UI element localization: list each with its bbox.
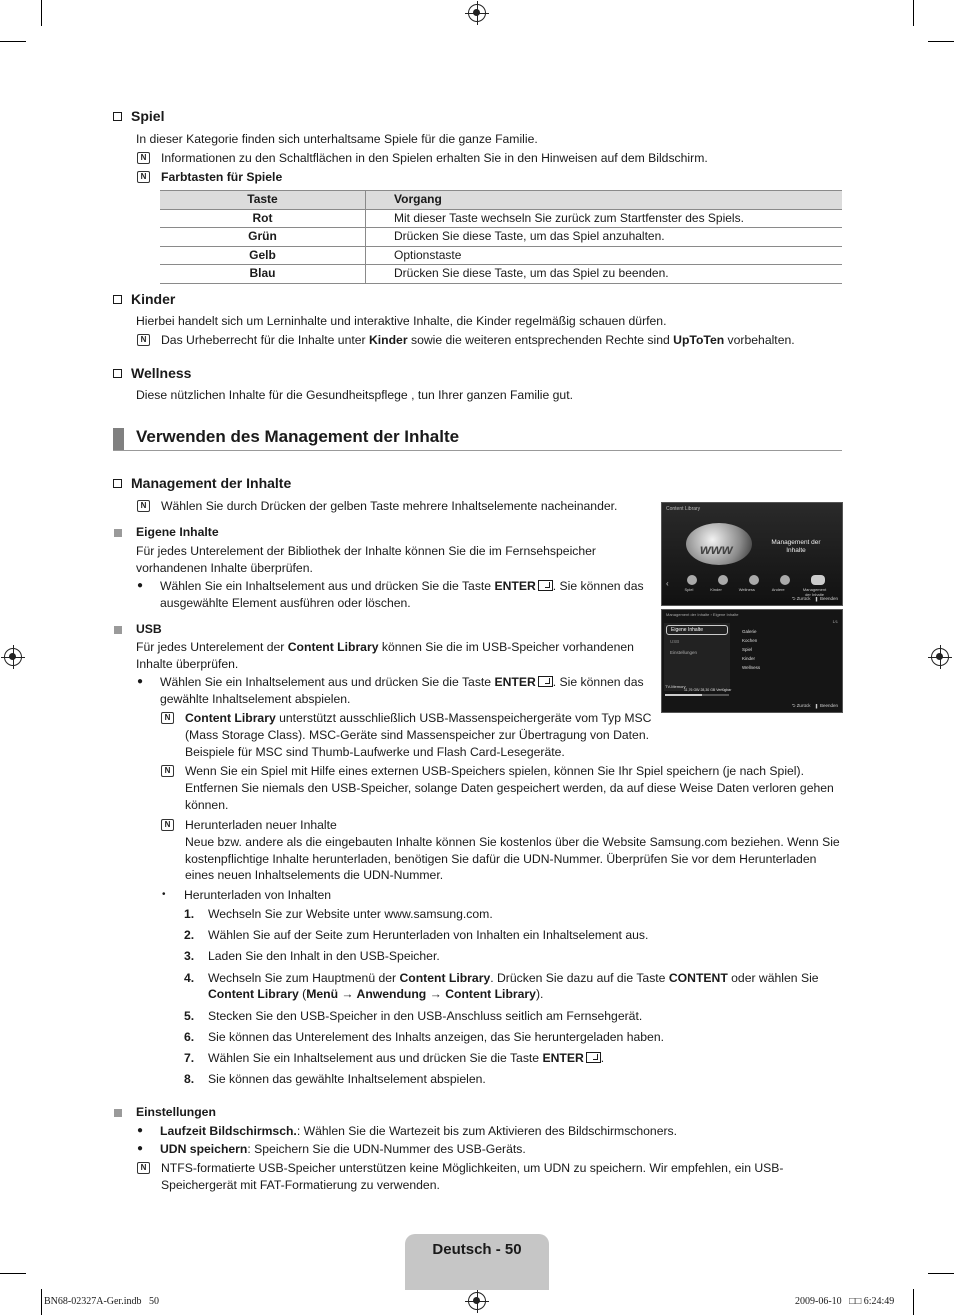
www-logo-text: www	[700, 541, 733, 557]
kinder-heading: Kinder	[113, 291, 175, 307]
bullet-icon: ●	[137, 580, 144, 591]
category-icon-row	[676, 575, 836, 587]
usb-note-3: N Herunterladen neuer Inhalte Neue bzw. andere als die eingebauten Inhalte können Sie kostenlos über die Website Samsung.com beziehen. Wenn Sie kostenpflichtige Inhalte herunterladen, benötigen Sie dafür die UDN-Nummer. Überprüfen Sie vor dem Herunterladen eines neuen Inhaltselements die UDN-Nummer.	[161, 817, 842, 884]
table-header-action: Vorgang	[366, 191, 843, 210]
screenshot-title: Management der Inhalte	[771, 539, 821, 554]
eigene-inhalte-screenshot	[661, 609, 843, 713]
section-rule	[113, 450, 842, 451]
usb-heading: USB	[114, 621, 162, 638]
list-item: 4. Wechseln Sie zum Hauptmenü der Content Library. Drücken Sie dazu auf die Taste CONTENT oder wählen Sie Content Library (Menü → Anwendung → Content Library).	[184, 970, 819, 1002]
einstellungen-bullet-1: ● Laufzeit Bildschirmsch.: Wählen Sie die Wartezeit bis zum Aktivieren des Bildschirmschoners.	[137, 1124, 678, 1138]
crop-mark	[0, 41, 26, 42]
note-icon: N	[137, 334, 150, 346]
screenshot-footer: ⮌ Zurück ▮ Beenden	[791, 703, 838, 708]
menu-item-eigene: Eigene Inhalte	[666, 625, 728, 635]
content-list: Galerie Kochen Spiel Kinder Wellness	[742, 629, 761, 670]
enter-key-icon	[538, 580, 553, 591]
table-header-key: Taste	[160, 191, 366, 210]
wellness-intro: Diese nützlichen Inhalte für die Gesundheitspflege , tun Ihrer ganzen Familie gut.	[136, 388, 573, 402]
chevron-left-icon: ‹	[666, 579, 669, 588]
spiel-note-1: N Informationen zu den Schaltflächen in den Spielen erhalten Sie in den Hinweisen auf dem Bildschirm.	[137, 150, 708, 167]
gray-square-icon	[114, 529, 122, 537]
footer-datetime: 2009-06-10 □□ 6:24:49	[795, 1296, 895, 1307]
menu-item-einstellungen: Einstellungen	[670, 650, 698, 655]
einstellungen-heading: Einstellungen	[114, 1104, 216, 1121]
crop-mark	[913, 1289, 914, 1315]
enter-key-icon	[586, 1052, 601, 1063]
table-header-row	[160, 191, 842, 210]
registration-mark-icon	[468, 1292, 486, 1310]
table-row: Grün Drücken Sie diese Taste, um das Spiel anzuhalten.	[160, 228, 842, 247]
management-icon	[811, 575, 825, 585]
list-item: 2. Wählen Sie auf der Seite zum Herunterladen von Inhalten ein Inhaltselement aus.	[184, 928, 649, 943]
crop-mark	[41, 0, 42, 26]
checkbox-square-icon	[113, 479, 122, 488]
registration-mark-icon	[468, 4, 486, 22]
bullet-icon: ●	[137, 1125, 144, 1136]
registration-mark-icon	[931, 648, 949, 666]
spiel-heading: Spiel	[113, 108, 164, 124]
download-dot-item: • Herunterladen von Inhalten	[162, 888, 332, 902]
crop-mark	[41, 1289, 42, 1315]
management-heading: Management der Inhalte	[113, 475, 291, 491]
eigene-text: Für jedes Unterelement der Bibliothek der Inhalte können Sie die im Fernsehspeicher vorhandenen Inhalte überprüfen.	[136, 544, 596, 575]
note-icon: N	[137, 500, 150, 512]
memory-value: 11,76 GB/ 28,30 GB Verfügbar	[684, 688, 732, 692]
table-row: Blau Drücken Sie diese Taste, um das Spiel zu beenden.	[160, 265, 842, 284]
usb-note-1: N Content Library unterstützt ausschließlich USB-Massenspeichergeräte vom Typ MSC (Mass Storage Class). MSC-Geräte sind Massenspeicher zur Übertragung von Daten. Beispiele für MSC sind Thumb-Laufwerke und Flash Card-Lesegeräte.	[161, 710, 653, 760]
enter-key-icon	[538, 676, 553, 687]
crop-mark	[928, 1273, 954, 1274]
game-icon	[687, 575, 697, 585]
wellness-heading: Wellness	[113, 365, 191, 381]
note-icon: N	[137, 171, 150, 183]
checkbox-square-icon	[113, 295, 122, 304]
list-item: 5. Stecken Sie den USB-Speicher in den USB-Anschluss seitlich am Fernsehgerät.	[184, 1008, 643, 1023]
footer-file: BN68-02327A-Ger.indb 50	[44, 1296, 159, 1307]
page-number: Deutsch - 50	[432, 1241, 522, 1258]
einstellungen-note: N NTFS-formatierte USB-Speicher unterstützen keine Möglichkeiten, um UDN zu speichern. Wir empfehlen, ein USB-Speichergerät mit FAT-Formatierung zu verwenden.	[137, 1160, 797, 1194]
list-item: 7. Wählen Sie ein Inhaltselement aus und drücken Sie die Taste ENTER .	[184, 1050, 605, 1065]
wellness-icon	[749, 575, 759, 585]
content-library-screenshot	[661, 502, 843, 606]
einstellungen-bullet-2: ● UDN speichern: Speichern Sie die UDN-Nummer des USB-Geräts.	[137, 1142, 526, 1156]
registration-mark-icon	[4, 648, 22, 666]
usb-text: Für jedes Unterelement der Content Library können Sie die im USB-Speicher vorhandenen Inhalte überprüfen.	[136, 640, 634, 671]
kinder-intro: Hierbei handelt sich um Lerninhalte und interaktive Inhalte, die Kinder regelmäßig schauen dürfen.	[136, 314, 667, 328]
gray-square-icon	[114, 626, 122, 634]
menu-item-usb: USB	[670, 639, 680, 644]
screenshot-header: Content Library	[666, 506, 701, 512]
table-row: Rot Mit dieser Taste wechseln Sie zurück zum Startfenster des Spiels.	[160, 209, 842, 228]
spiel-note-2: N Farbtasten für Spiele	[137, 169, 282, 186]
usb-bullet: ● Wählen Sie ein Inhaltselement aus und drücken Sie die Taste ENTER . Sie können das gewählte Inhaltselement abspielen.	[137, 675, 644, 706]
management-note: N Wählen Sie durch Drücken der gelben Taste mehrere Inhaltselemente nacheinander.	[137, 498, 617, 515]
section-title-bar	[113, 428, 124, 450]
screenshot-page: 1/1	[832, 619, 838, 624]
bullet-icon: ●	[137, 676, 144, 687]
category-label-row: Spiel Kinder Wellness Andere Management der Inhalte	[684, 587, 827, 597]
section-title: Verwenden des Management der Inhalte	[136, 427, 460, 446]
screenshot-footer: ⮌ Zurück ▮ Beenden	[791, 596, 838, 601]
note-icon: N	[161, 712, 174, 724]
crop-mark	[0, 1273, 26, 1274]
screenshot-header: Management der Inhalte › Eigene Inhalte	[666, 612, 739, 617]
list-item: 1. Wechseln Sie zur Website unter www.samsung.com.	[184, 907, 493, 921]
note-icon: N	[161, 765, 174, 777]
usb-note-2: N Wenn Sie ein Spiel mit Hilfe eines externen USB-Speichers spielen, können Sie Ihr Spiel speichern (je nach Spiel). Entfernen Sie niemals den USB-Speicher, solange Daten gespeichert werden, da auf diese Weise Daten verloren gehen können.	[161, 763, 842, 813]
color-keys-table	[160, 190, 842, 284]
left-menu	[664, 623, 730, 691]
eigene-heading: Eigene Inhalte	[114, 524, 219, 541]
checkbox-square-icon	[113, 112, 122, 121]
note-icon: N	[137, 152, 150, 164]
list-item: 8. Sie können das gewählte Inhaltselement abspielen.	[184, 1072, 486, 1087]
dot-bullet-icon: •	[162, 889, 166, 900]
eigene-bullet: ● Wählen Sie ein Inhaltselement aus und drücken Sie die Taste ENTER . Sie können das ausgewählte Element ausführen oder löschen.	[137, 579, 644, 610]
kids-icon	[718, 575, 728, 585]
checkbox-square-icon	[113, 369, 122, 378]
note-icon: N	[137, 1162, 150, 1174]
list-item: 6. Sie können das Unterelement des Inhalts anzeigen, das Sie heruntergeladen haben.	[184, 1029, 664, 1044]
memory-bar	[665, 694, 729, 696]
crop-mark	[928, 41, 954, 42]
download-steps	[184, 906, 842, 1092]
list-item: 3. Laden Sie den Inhalt in den USB-Speicher.	[184, 949, 440, 964]
gray-square-icon	[114, 1109, 122, 1117]
note-icon: N	[161, 819, 174, 831]
kinder-note: N Das Urheberrecht für die Inhalte unter Kinder sowie die weiteren entsprechenden Rechte sind UpToTen vorbehalten.	[137, 332, 795, 349]
other-icon	[780, 575, 790, 585]
crop-mark	[913, 0, 914, 26]
table-row: Gelb Optionstaste	[160, 246, 842, 265]
memory-label: TV-Memory	[665, 684, 686, 689]
bullet-icon: ●	[137, 1143, 144, 1154]
spiel-intro: In dieser Kategorie finden sich unterhaltsame Spiele für die ganze Familie.	[136, 132, 538, 146]
